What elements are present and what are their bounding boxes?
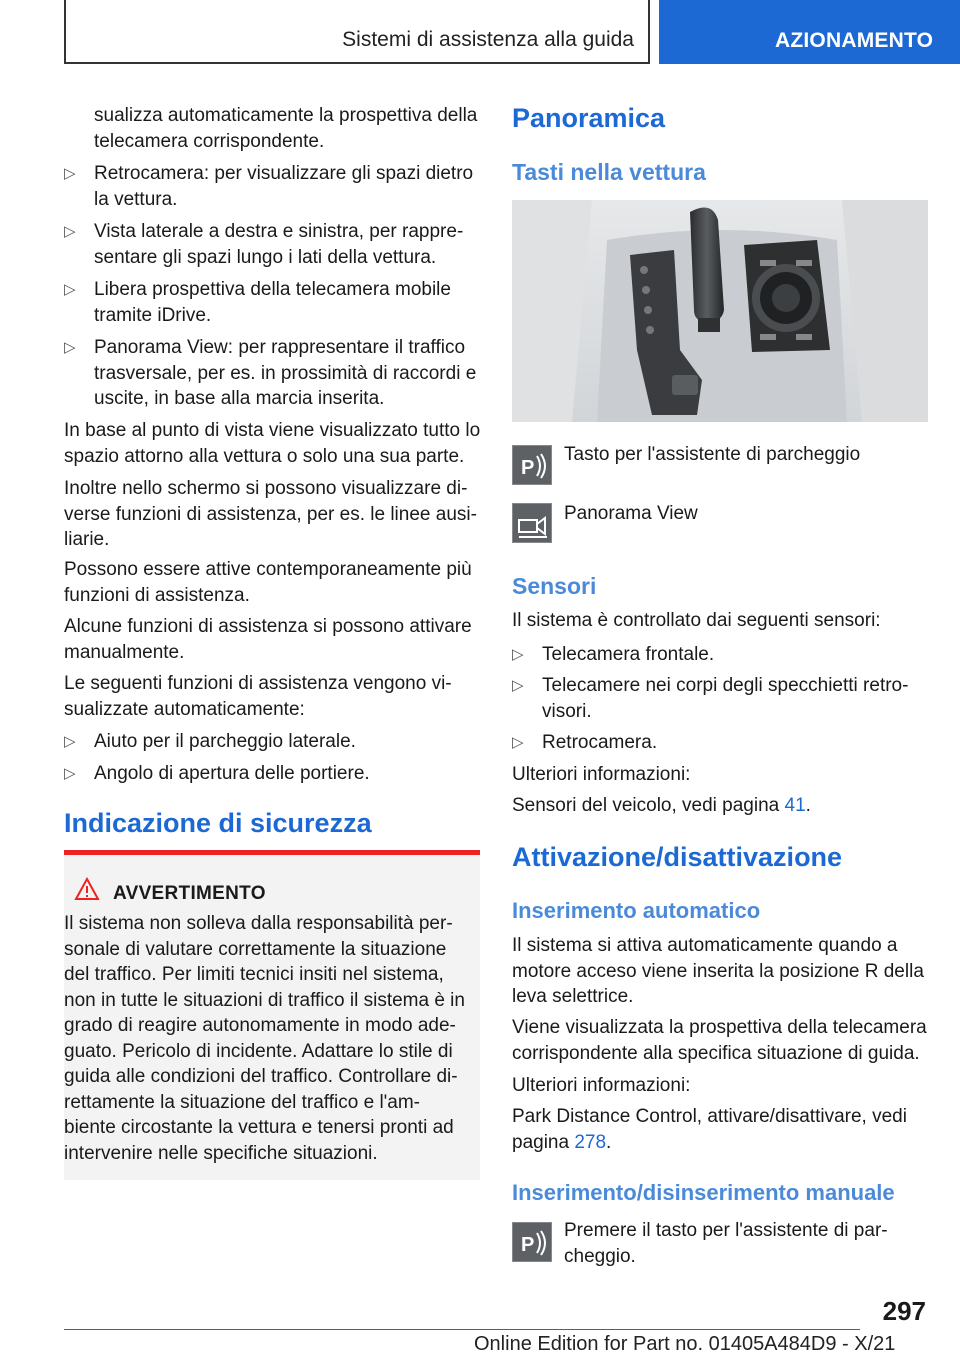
warning-text xyxy=(64,911,480,1166)
text-line: leva selettrice. xyxy=(512,986,634,1007)
text-line: Inoltre nello schermo si possono visualizzare di- xyxy=(64,478,468,499)
chapter-tab xyxy=(659,0,960,64)
paragraph xyxy=(64,476,484,553)
svg-text:P: P xyxy=(521,457,535,479)
more-info-label: Ulteriori informazioni: xyxy=(512,1075,691,1096)
heading-inserimento-automatico: Inserimento automatico xyxy=(512,898,761,923)
text-line: telecamera corrispondente. xyxy=(94,130,325,152)
reference-text: pagina xyxy=(512,1131,575,1153)
text-line: Possono essere attive contemporaneamente più xyxy=(64,559,472,580)
list-item-text xyxy=(94,161,473,212)
heading-sensori: Sensori xyxy=(512,573,597,599)
text-line: uscite, in base alla marcia inserita. xyxy=(94,388,385,409)
text-line: Le seguenti funzioni di assistenza vengono vi- xyxy=(64,673,452,694)
warning-box xyxy=(64,850,480,1180)
svg-text:P: P xyxy=(521,1234,535,1256)
text-line: del traffico. Per limiti tecnici insiti nel sistema, xyxy=(64,964,444,985)
header-frame xyxy=(64,0,650,64)
text-line: guato. Pericolo di incidente. Adattare lo stile di xyxy=(64,1040,453,1062)
paragraph xyxy=(64,671,484,722)
reference-period: . xyxy=(606,1131,612,1153)
manual-instruction xyxy=(564,1218,924,1269)
page-number: 297 xyxy=(882,1296,926,1326)
page-link-41[interactable]: 41 xyxy=(784,795,806,816)
text-line: rettamente la situazione del traffico e l'am- xyxy=(64,1091,421,1113)
triangle-bullet-icon: ▷ xyxy=(64,733,76,750)
page-link-278[interactable]: 278 xyxy=(574,1131,607,1153)
text-line: manualmente. xyxy=(64,641,185,663)
panorama-view-label: Panorama View xyxy=(564,503,698,524)
text-line: Libera prospettiva della telecamera mobile xyxy=(94,279,451,300)
triangle-bullet-icon: ▷ xyxy=(512,734,524,751)
park-assist-icon xyxy=(512,445,552,485)
text-line: sentare gli spazi lungo i lati della vettura. xyxy=(94,246,437,268)
park-assist-label: Tasto per l'assistente di parcheggio xyxy=(564,444,861,465)
heading-attivazione: Attivazione/disattivazione xyxy=(512,842,843,872)
pdc-reference xyxy=(512,1104,932,1155)
text-line: Vista laterale a destra e sinistra, per rappre- xyxy=(94,221,464,242)
triangle-bullet-icon: ▷ xyxy=(64,281,76,298)
text-line: Park Distance Control, attivare/disattivare, vedi xyxy=(512,1106,907,1127)
list-item-text xyxy=(94,335,476,412)
text-line: biente circostante la vettura e tenersi pronti ad xyxy=(64,1117,454,1138)
footer-divider xyxy=(64,1329,860,1330)
paragraph xyxy=(512,1015,932,1066)
paragraph xyxy=(64,614,484,665)
list-item-text xyxy=(94,219,463,270)
text-line: Retrocamera: per visualizzare gli spazi dietro xyxy=(94,163,474,184)
warning-triangle-icon xyxy=(74,877,100,901)
text-line: liarie. xyxy=(64,529,110,550)
intro-continuation xyxy=(94,103,484,154)
text-line: Premere il tasto per l'assistente di par- xyxy=(564,1220,888,1241)
triangle-bullet-icon: ▷ xyxy=(64,165,76,182)
more-info-label: Ulteriori informazioni: xyxy=(512,764,691,785)
warning-title: AVVERTIMENTO xyxy=(113,883,266,904)
text-line: corrispondente alla specifica situazione di guida. xyxy=(512,1042,920,1064)
text-line: Panorama View: per rappresentare il traffico xyxy=(94,337,466,358)
page-header xyxy=(0,0,960,66)
text-line: Il sistema non solleva dalla responsabilità per- xyxy=(64,913,453,934)
text-line: funzioni di assistenza. xyxy=(64,584,250,606)
text-line: trasversale, per es. in prossimità di raccordi e xyxy=(94,362,477,384)
text-line: verse funzioni di assistenza, per es. le linee ausi- xyxy=(64,503,477,525)
paragraph xyxy=(512,933,932,1010)
text-line: Alcune funzioni di assistenza si possono attivare xyxy=(64,616,472,637)
triangle-bullet-icon: ▷ xyxy=(64,339,76,356)
text-line: Il sistema si attiva automaticamente quando a xyxy=(512,935,898,956)
list-item-text xyxy=(542,673,908,724)
edition-info: Online Edition for Part no. 01405A484D9 - X/21 xyxy=(474,1333,896,1355)
park-assist-icon xyxy=(512,1222,552,1262)
text-line: non in tutte le situazioni di traffico il sistema è in xyxy=(64,989,465,1011)
text-line: grado di reagire autonomamente in modo ade- xyxy=(64,1015,456,1036)
triangle-bullet-icon: ▷ xyxy=(512,646,524,663)
triangle-bullet-icon: ▷ xyxy=(64,223,76,240)
triangle-bullet-icon: ▷ xyxy=(512,677,524,694)
text-line: motore acceso viene inserita la posizione R della xyxy=(512,960,924,982)
center-console-photo xyxy=(512,200,928,422)
list-item-text: Retrocamera. xyxy=(542,732,658,753)
list-item-text: Angolo di apertura delle portiere. xyxy=(94,763,370,784)
text-line: sualizza automaticamente la prospettiva della xyxy=(94,105,478,126)
text-line: sualizzate automaticamente: xyxy=(64,698,305,720)
list-item-text xyxy=(94,277,451,328)
heading-tasti: Tasti nella vettura xyxy=(512,159,706,185)
text-line: intervenire nelle specifiche situazioni. xyxy=(64,1142,378,1164)
text-line: visori. xyxy=(542,700,592,722)
triangle-bullet-icon: ▷ xyxy=(64,765,76,782)
heading-inserimento-manuale: Inserimento/disinserimento manuale xyxy=(512,1180,895,1205)
section-title: Sistemi di assistenza alla guida xyxy=(342,28,634,51)
text-line: In base al punto di vista viene visualizzato tutto lo xyxy=(64,420,481,441)
text-line: cheggio. xyxy=(564,1245,636,1267)
text-line: la vettura. xyxy=(94,188,178,210)
text-line xyxy=(512,1130,932,1156)
text-line: spazio attorno alla vettura o solo una sua parte. xyxy=(64,445,465,467)
safety-heading: Indicazione di sicurezza xyxy=(64,808,372,838)
text-line: Viene visualizzata la prospettiva della telecamera xyxy=(512,1017,927,1038)
text-line: sonale di valutare correttamente la situazione xyxy=(64,938,447,960)
chapter-tab-label: AZIONAMENTO xyxy=(775,29,934,52)
sensori-intro: Il sistema è controllato dai seguenti sensori: xyxy=(512,610,881,631)
paragraph xyxy=(64,418,484,469)
sensori-reference xyxy=(512,793,932,819)
list-item-text: Aiuto per il parcheggio laterale. xyxy=(94,731,356,752)
text-line: tramite iDrive. xyxy=(94,304,212,326)
text-line: Telecamere nei corpi degli specchietti retro- xyxy=(542,675,909,696)
reference-period: . xyxy=(805,795,811,816)
paragraph xyxy=(64,557,484,608)
heading-panoramica: Panoramica xyxy=(512,103,666,133)
reference-text: Sensori del veicolo, vedi pagina xyxy=(512,795,785,816)
text-line: guida alle condizioni del traffico. Controllare di- xyxy=(64,1066,458,1087)
list-item-text: Telecamera frontale. xyxy=(542,644,715,665)
panorama-view-icon xyxy=(512,503,552,543)
